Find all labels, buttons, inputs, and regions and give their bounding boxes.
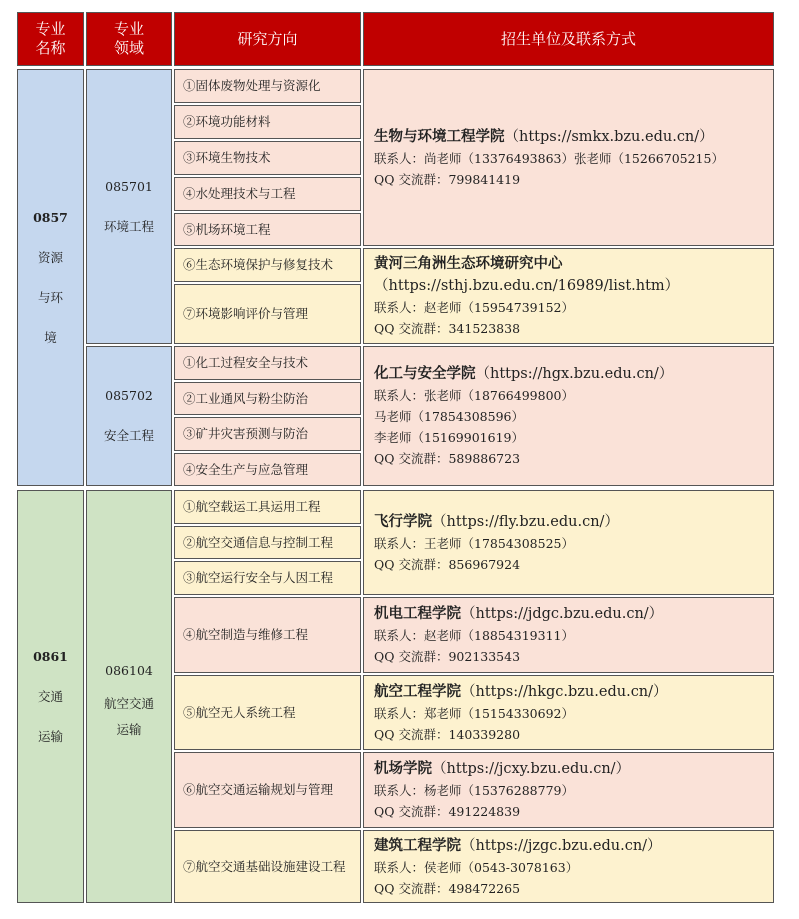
direction-text: ①固体废物处理与资源化 — [183, 78, 321, 93]
direction-text: ⑥航空交通运输规划与管理 — [183, 782, 334, 797]
qq-group: QQ 交流群：140339280 — [374, 726, 521, 742]
header-text: 名称 — [35, 39, 66, 57]
qq-group: QQ 交流群：491224839 — [374, 804, 521, 819]
qq-group: QQ 交流群：799841419 — [374, 171, 521, 187]
direction-text: ⑤机场环境工程 — [183, 221, 271, 237]
unit-name: 机场学院 — [374, 760, 432, 777]
contact-person: 联系人：尚老师（13376493863）张老师（15266705215） — [374, 150, 724, 166]
header-contact — [363, 12, 774, 66]
direction-text: ①航空载运工具运用工程 — [183, 499, 321, 514]
field-name: 航空交通 — [103, 695, 154, 711]
unit-name: 机电工程学院 — [374, 605, 461, 622]
direction-text: ④航空制造与维修工程 — [183, 627, 309, 642]
direction-cell — [174, 453, 361, 486]
direction-text: ③矿井灾害预测与防治 — [183, 426, 309, 441]
unit-name: 建筑工程学院 — [374, 836, 461, 854]
major-name-line: 资源 — [37, 249, 63, 265]
unit-title — [374, 758, 763, 780]
direction-text: ③航空运行安全与人因工程 — [183, 570, 334, 585]
qq-group: QQ 交流群：498472265 — [374, 880, 521, 896]
field-name: 安全工程 — [103, 428, 154, 443]
direction-cell — [174, 675, 361, 750]
direction-cell — [174, 248, 361, 282]
direction-text: ②环境功能材料 — [183, 114, 271, 129]
unit-title — [374, 603, 763, 625]
contact-person: 联系人：侯老师（0543-3078163） — [374, 859, 579, 875]
field-name: 环境工程 — [103, 218, 154, 234]
direction-text: ①化工过程安全与技术 — [183, 355, 309, 370]
contact-person: 联系人：张老师（18766499800） — [374, 388, 574, 403]
direction-cell — [174, 141, 361, 175]
unit-title — [374, 363, 763, 385]
unit-cell — [363, 752, 774, 828]
contact-person: 联系人：杨老师（15376288779） — [374, 783, 574, 798]
unit-cell — [363, 675, 774, 750]
header-field — [86, 12, 172, 66]
direction-cell — [174, 830, 361, 903]
direction-cell — [174, 284, 361, 344]
unit-cell — [363, 490, 774, 595]
direction-text: ③环境生物技术 — [183, 150, 271, 165]
direction-text: ⑥生态环境保护与修复技术 — [183, 257, 334, 272]
direction-text: ②工业通风与粉尘防治 — [183, 390, 309, 406]
unit-cell — [363, 830, 774, 903]
unit-url[interactable]: （https://jdgc.bzu.edu.cn/） — [461, 606, 664, 622]
direction-cell — [174, 69, 361, 103]
unit-name: 航空工程学院 — [374, 682, 461, 700]
unit-url[interactable]: （https://smkx.bzu.edu.cn/） — [504, 128, 714, 145]
direction-cell — [174, 382, 361, 415]
direction-text: ⑤航空无人系统工程 — [183, 704, 296, 720]
direction-text: ⑦环境影响评价与管理 — [183, 306, 309, 321]
unit-url[interactable]: （https://hkgc.bzu.edu.cn/） — [461, 683, 668, 700]
major-cell — [17, 69, 84, 486]
unit-name: 化工与安全学院 — [374, 365, 476, 382]
contact-person: 联系人：赵老师（18854319311） — [374, 628, 574, 643]
direction-cell — [174, 213, 361, 246]
unit-url[interactable]: （https://hgx.bzu.edu.cn/） — [475, 366, 674, 382]
unit-title — [374, 835, 763, 857]
unit-name: 生物与环境工程学院 — [374, 127, 505, 145]
unit-title — [374, 681, 763, 703]
direction-text: ④安全生产与应急管理 — [183, 461, 309, 477]
major-name-line: 与环 — [37, 289, 63, 305]
header-text: 专业 — [35, 20, 66, 38]
unit-cell — [363, 346, 774, 486]
qq-group: QQ 交流群：341523838 — [374, 321, 521, 336]
direction-cell — [174, 346, 361, 380]
major-code: 0857 — [33, 209, 68, 225]
field-code: 085702 — [105, 388, 153, 403]
direction-cell — [174, 752, 361, 828]
direction-cell — [174, 177, 361, 211]
header-text: 研究方向 — [237, 29, 298, 48]
header-text: 专业 — [113, 20, 144, 38]
major-cell — [17, 490, 84, 903]
header-text: 领域 — [113, 39, 144, 57]
unit-title — [374, 253, 763, 297]
direction-text: ④水处理技术与工程 — [183, 186, 296, 201]
direction-cell — [174, 597, 361, 673]
major-name-line: 交通 — [37, 688, 63, 704]
field-cell — [86, 346, 172, 486]
major-code: 0861 — [33, 648, 68, 664]
unit-cell — [363, 248, 774, 344]
direction-cell — [174, 526, 361, 559]
contact-person: 马老师（17854308596） — [374, 409, 524, 424]
contact-person: 联系人：赵老师（15954739152） — [374, 300, 574, 315]
qq-group: QQ 交流群：902133543 — [374, 649, 521, 664]
field-code: 086104 — [105, 662, 153, 678]
contact-person: 李老师（15169901619） — [374, 430, 524, 445]
qq-group: QQ 交流群：856967924 — [374, 556, 521, 572]
direction-text: ⑦航空交通基础设施建设工程 — [183, 858, 346, 874]
direction-cell — [174, 490, 361, 524]
unit-url[interactable]: （https://fly.bzu.edu.cn/） — [432, 513, 619, 530]
header-text: 招生单位及联系方式 — [500, 29, 636, 48]
unit-title — [374, 126, 763, 148]
major-name-line: 境 — [44, 329, 57, 345]
qq-group: QQ 交流群：589886723 — [374, 451, 521, 466]
field-code: 085701 — [105, 178, 153, 194]
direction-cell — [174, 417, 361, 451]
header-major-name — [17, 12, 84, 66]
field-cell — [86, 69, 172, 344]
direction-cell — [174, 105, 361, 139]
unit-cell — [363, 597, 774, 673]
header-direction — [174, 12, 361, 66]
unit-cell — [363, 69, 774, 246]
unit-url[interactable]: （https://sthj.bzu.edu.cn/16989/list.htm） — [374, 278, 680, 294]
direction-text: ②航空交通信息与控制工程 — [183, 534, 334, 550]
unit-url[interactable]: （https://jzgc.bzu.edu.cn/） — [461, 837, 662, 854]
contact-person: 联系人：郑老师（15154330692） — [374, 705, 574, 721]
unit-title — [374, 511, 763, 533]
field-cell — [86, 490, 172, 903]
unit-name: 黄河三角洲生态环境研究中心 — [374, 255, 563, 272]
field-name: 运输 — [116, 721, 142, 737]
major-name-line: 运输 — [37, 728, 63, 744]
contact-person: 联系人：王老师（17854308525） — [374, 535, 574, 551]
unit-name: 飞行学院 — [374, 512, 432, 530]
direction-cell — [174, 561, 361, 595]
unit-url[interactable]: （https://jcxy.bzu.edu.cn/） — [432, 761, 631, 777]
